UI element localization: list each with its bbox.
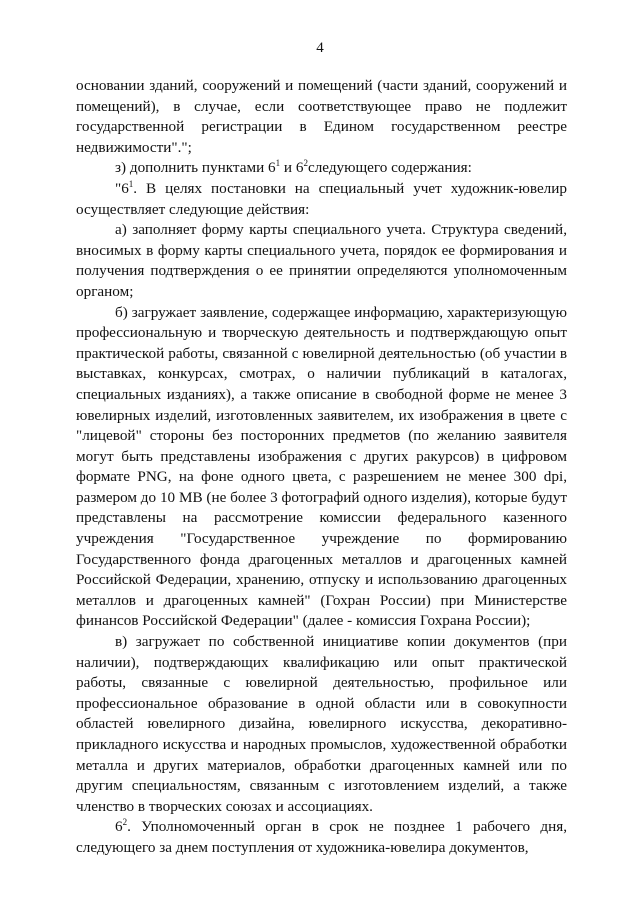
text-run: а) заполняет форму карты специального учета. Структура сведений, вносимых в форму карты специального учета, порядок ее формирования и получения подтверждения о ее принятии определяются уполномоченным органом; — [76, 221, 567, 300]
superscript: 2 — [303, 158, 308, 169]
text-run: . Уполномоченный орган в срок не позднее 1 рабочего дня, следующего за днем поступления от художника-ювелира документов, — [76, 818, 567, 856]
paragraph-p2 — [76, 158, 567, 179]
paragraph-p5 — [76, 303, 567, 633]
paragraph-p7 — [76, 817, 567, 858]
text-run: б) загружает заявление, содержащее информацию, характеризующую профессиональную и творческую деятельность и подтверждающую опыт практической работы, связанной с ювелирной деятельностью (об участии в выставках, конкурсах, смотрах, о наличии публикаций в каталогах, специальных изданиях), а также описание в свободной форме не менее 3 ювелирных изделий, изготовленных заявителем, их изображения в цветe с "лицевой" стороны без посторонних предметов (по желанию заявителя могут быть представлены изображения с других ракурсов) в цифровом формате PNG, на фоне одного цвета, с разрешением не менее 300 dpi, размером до 10 MB (не более 3 фотографий одного изделия), которые будут представлены на рассмотрение комиссии федерального казенного учреждения "Государственное учреждение по формированию Государственного фонда драгоценных металлов и драгоценных камней Российской Федерации, хранению, отпуску и использованию драгоценных металлов и драгоценных камней" (Гохран России) при Министерстве финансов Российской Федерации" (далее - комиссия Гохрана России); — [76, 303, 567, 630]
text-run: . В целях постановки на специальный учет художник-ювелир осуществляет следующие действия: — [76, 179, 567, 218]
text-run: основании зданий, сооружений и помещений (части зданий, сооружений и помещений), в случае, если соответствующее право не подлежит государственной регистрации в Едином государственном реестре недвижимости"."; — [76, 77, 567, 156]
document-body — [76, 76, 567, 859]
text-run: и 6 — [280, 159, 304, 177]
text-run: 6 — [115, 818, 123, 836]
text-run: следующего содержания: — [307, 159, 472, 177]
paragraph-p1 — [76, 76, 567, 158]
text-run: "6 — [115, 179, 129, 197]
text-run: з) дополнить пунктами 6 — [115, 159, 276, 177]
superscript: 1 — [275, 158, 281, 169]
paragraph-p4 — [76, 220, 567, 302]
paragraph-p6 — [76, 632, 567, 817]
superscript: 1 — [128, 178, 134, 189]
text-run: в) загружает по собственной инициативе копии документов (при наличии), подтверждающих квалификацию или опыт практической работы, связанные с ювелирной деятельностью, профильное или профессиональное образование в одной области или в совокупности областей ювелирного дизайна, ювелирного искусства, декоративно-прикладного искусства и народных промыслов, художественной обработки металла и других материалов, обработки драгоценных камней или по другим специальностям, связанным с изготовлением изделий, а также членство в творческих союзах и ассоциациях. — [76, 633, 567, 815]
superscript: 2 — [122, 817, 128, 828]
paragraph-p3 — [76, 179, 567, 220]
page-number: 4 — [316, 40, 324, 56]
